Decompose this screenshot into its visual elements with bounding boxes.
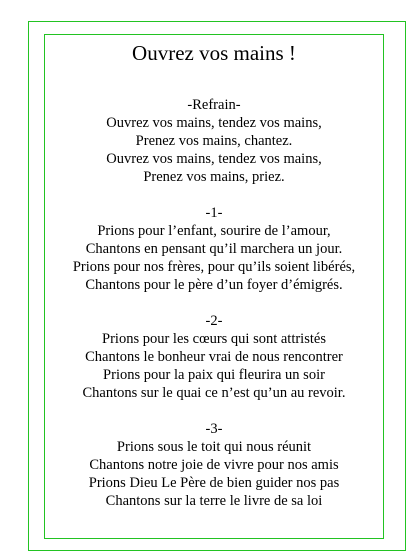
stanza-heading: -2-: [205, 313, 223, 329]
verse-line: Ouvrez vos mains, tendez vos mains,: [106, 115, 322, 131]
verse-line: Chantons pour le père d’un foyer d’émigrés.: [85, 277, 343, 293]
verse-line: Prions pour la paix qui fleurira un soir: [103, 367, 325, 383]
song-title: Ouvrez vos mains !: [132, 41, 296, 65]
stanza-refrain: [44, 96, 384, 186]
verse-line: Prions pour nos frères, pour qu’ils soient libérés,: [72, 259, 356, 275]
verse-line: Prions sous le toit qui nous réunit: [116, 439, 312, 455]
stanza-3: [44, 420, 384, 510]
verse-line: Prenez vos mains, priez.: [143, 169, 285, 185]
verse-line: Chantons en pensant qu’il marchera un jour.: [85, 241, 343, 257]
verse-line: Prions pour les cœurs qui sont attristés: [102, 331, 326, 347]
stanza-2: [44, 312, 384, 402]
verse-line: Chantons sur le quai ce n’est qu’un au revoir.: [82, 385, 346, 401]
verse-line: Prenez vos mains, chantez.: [135, 133, 293, 149]
song-sheet: [44, 34, 384, 528]
stanza-1: [44, 204, 384, 294]
stanza-heading: -3-: [205, 421, 223, 437]
verse-line: Chantons sur la terre le livre de sa loi: [105, 493, 323, 509]
verse-line: Chantons le bonheur vrai de nous rencontrer: [85, 349, 343, 365]
stanza-heading: -1-: [205, 205, 223, 221]
verse-line: Prions Dieu Le Père de bien guider nos pas: [88, 475, 340, 491]
verse-line: Chantons notre joie de vivre pour nos amis: [89, 457, 339, 473]
verse-line: Ouvrez vos mains, tendez vos mains,: [106, 151, 322, 167]
verse-line: Prions pour l’enfant, sourire de l’amour,: [97, 223, 331, 239]
stanza-heading: -Refrain-: [187, 97, 241, 113]
